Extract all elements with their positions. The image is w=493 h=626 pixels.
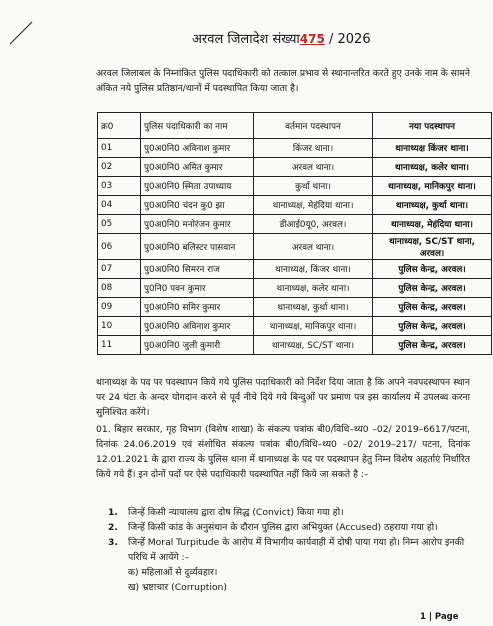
cell-sn: 08 (98, 279, 141, 298)
table-row (98, 215, 492, 234)
order-title (192, 29, 371, 47)
table-row (98, 298, 492, 317)
cell-new: थानाध्यक्ष, कुर्था थाना। (373, 196, 492, 215)
cell-current: कुर्था थाना। (254, 177, 373, 196)
cell-current: थानाध्यक्ष, किंजर थाना। (254, 260, 373, 279)
cell-current: थानाध्यक्ष, कलेर थाना। (254, 279, 373, 298)
cell-name: पु0अ0नि0 मनोरंजन कुमार (141, 215, 254, 234)
cell-new: थानाध्यक्ष, मेहंदिया थाना। (373, 215, 492, 234)
cell-new: थानाध्यक्ष, कलेर थाना। (373, 158, 492, 177)
cell-sn: 05 (98, 215, 141, 234)
cell-sn: 01 (98, 139, 141, 158)
list-item (108, 520, 470, 535)
cell-new: पुलिस केन्द्र, अरवल। (373, 336, 492, 355)
sub-item: क) महिलाओं से दुर्व्यवहार। (128, 567, 218, 578)
list-item-text: जिन्हें किसी न्यायालय द्वारा दोष सिद्ध (Convict) किया गया हो। (128, 507, 344, 518)
cell-sn: 09 (98, 298, 141, 317)
clause-paragraph: 01. बिहार सरकार, गृह विभाग (विशेष शाखा) के संकल्प पत्रांक बी0/विधि–थ्य0 –02/ 2019–6617/पटना, दिनांक 24.06.2019 एवं संशोधित संकल्प पत्रांक बी0/विधि–थ्य0 –02/ 2019–217/ पटना, दिनांक 12.01.2021 के द्वारा राज्य के पुलिस थाना में थानाध्यक्ष के पद पर पदस्थापन हेतु निम्न विशेष अहर्ताएं निर्धारित किये गये हैं। इन दोनों पदों पर ऐसे पदाधिकारी पदस्थापित नहीं किये जा सकते है :– (96, 424, 470, 480)
cell-new: थानाध्यक्ष, मानिकपुर थाना। (373, 177, 492, 196)
table-row (98, 336, 492, 355)
cell-name: पु0अ0नि0 अविनाश कुमार (141, 139, 254, 158)
table-row (98, 279, 492, 298)
pen-stroke-mark (6, 18, 36, 48)
cell-sn: 03 (98, 177, 141, 196)
cell-name: पु0अ0नि0 चंदन कु0 झा (141, 196, 254, 215)
table-row (98, 234, 492, 260)
table-row (98, 158, 492, 177)
instruction-paragraph: थानाध्यक्ष के पद पर पदस्थापन किये गये पुलिस पदाधिकारी को निर्देश दिया जाता है कि अपने नवपदस्थापन स्थान पर 24 घंटा के अन्दर योगदान करने से पूर्व नीचे दिये गये बिन्दुओं पर प्रमाण पत्र इस कार्यालय में उपलब्ध करना सुनिश्चित करेंगे। (96, 377, 470, 418)
list-item-number: 2. (108, 522, 118, 533)
header-sn: क्र0 (98, 113, 141, 139)
title-prefix: अरवल जिलादेश संख्या (192, 32, 300, 47)
criteria-list (108, 505, 470, 595)
cell-sn: 02 (98, 158, 141, 177)
cell-current: थानाध्यक्ष, मानिकपुर थाना। (254, 317, 373, 336)
cell-sn: 06 (98, 234, 141, 260)
cell-name: पु0अ0नि0 स्मिता उपाध्याय (141, 177, 254, 196)
table-row (98, 196, 492, 215)
table-row (98, 177, 492, 196)
list-item-number: 3. (108, 537, 118, 548)
cell-new: पुलिस केन्द्र, अरवल। (373, 260, 492, 279)
list-item (108, 505, 470, 520)
table-row (98, 139, 492, 158)
list-item-number: 1. (108, 507, 118, 518)
cell-current: डीआई0यू0, अरवल। (254, 215, 373, 234)
cell-current: थानाध्यक्ष, कुर्था थाना। (254, 298, 373, 317)
cell-new: पुलिस केन्द्र, अरवल। (373, 279, 492, 298)
page-footer: 1 | Page (420, 612, 459, 622)
transfer-table (97, 112, 492, 355)
list-item-text: जिन्हें Moral Turpitude के आरोप में विभागीय कार्यवाही में दोषी पाया गया हो। निम्न आरोप इनकी परिधि में आयेंगे :– (128, 537, 465, 563)
cell-current: अरवल थाना। (254, 158, 373, 177)
header-name: पुलिस पदाधिकारी का नाम (141, 113, 254, 139)
table-row (98, 260, 492, 279)
cell-current: अरवल थाना। (254, 234, 373, 260)
cell-name: पु0अ0नि0 सिमरन राज (141, 260, 254, 279)
title-suffix: / 2026 (329, 32, 371, 47)
table-row (98, 317, 492, 336)
cell-new: थानाध्यक्ष, SC/ST थाना, अरवल। (373, 234, 492, 260)
cell-new: थानाध्यक्ष किंजर थाना। (373, 139, 492, 158)
sub-item: ख) भ्रष्टाचार (Corruption) (128, 582, 227, 593)
intro-paragraph: अरवल जिलाबल के निम्नांकित पुलिस पदाधिकारी को तत्काल प्रभाव से स्थानान्तरित करते हुए उनके नाम के सामने अंकित नये पुलिस प्रतिष्ठान/थानों में पदस्थापित किया जाता है। (96, 68, 470, 94)
cell-name: पु0अ0नि0 बलिस्टर पासवान (141, 234, 254, 260)
cell-name: पु0अ0नि0 अमित कुमार (141, 158, 254, 177)
list-item-text: जिन्हें किसी कांड के अनुसंधान के दौरान पुलिस द्वारा अभियुक्त (Accused) ठहराया गया हो। (128, 522, 438, 533)
header-new-posting: नया पदस्थापन (373, 113, 492, 139)
cell-new: पुलिस केन्द्र, अरवल। (373, 298, 492, 317)
table-header-row (98, 113, 492, 139)
cell-sn: 11 (98, 336, 141, 355)
cell-new: पुलिस केन्द्र, अरवल। (373, 317, 492, 336)
cell-sn: 04 (98, 196, 141, 215)
order-number: 475 (299, 32, 325, 46)
list-item (108, 535, 470, 565)
cell-name: पु0अ0नि0 अविनाश कुमार (141, 317, 254, 336)
cell-current: थानाध्यक्ष, SC/ST थाना। (254, 336, 373, 355)
cell-sn: 07 (98, 260, 141, 279)
cell-current: किंजर थाना। (254, 139, 373, 158)
cell-sn: 10 (98, 317, 141, 336)
cell-name: पु0अ0नि0 जुली कुमारी (141, 336, 254, 355)
cell-name: पु0अ0नि0 समिर कुमार (141, 298, 254, 317)
cell-name: पु0नि0 पवन कुमार (141, 279, 254, 298)
header-current-posting: वर्तमान पदस्थापन (254, 113, 373, 139)
cell-current: थानाध्यक्ष, मेहंदिया थाना। (254, 196, 373, 215)
